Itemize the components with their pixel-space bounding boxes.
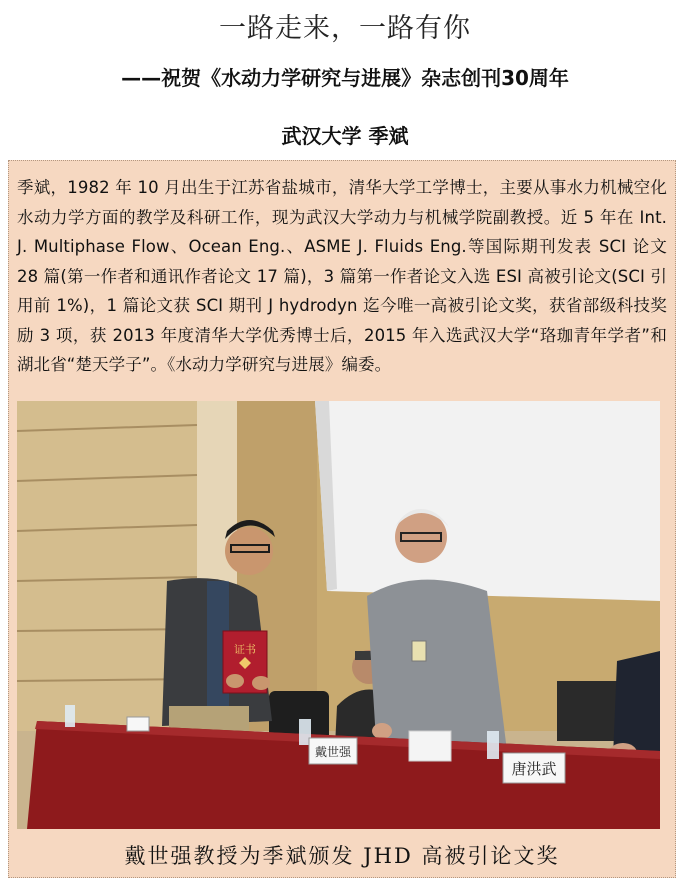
- award-photo: [17, 401, 660, 829]
- bio-paragraph: 季斌，1982 年 10 月出生于江苏省盐城市，清华大学工学博士，主要从事水力机械空化水动力学方面的教学及科研工作，现为武汉大学动力与机械学院副教授。近 5 年在 Int. J. Multiphase Flow、Ocean Eng.、ASME J. Fluids Eng.等国际期刊发表 SCI 论文 28 篇(第一作者和通讯作者论文 17 篇)，3 篇第一作者论文入选 ESI 高被引论文(SCI 引用前 1%)，1 篇论文获 SCI 期刊 J hydrodyn 迄今唯一高被引论文奖，获省部级科技奖励 3 项，获 2013 年度清华大学优秀博士后，2015 年入选武汉大学“珞珈青年学者”和湖北省“楚天学子”。《水动力学研究与进展》编委。: [17, 178, 667, 374]
- photo-caption: 戴世强教授为季斌颁发 JHD 高被引论文奖: [124, 844, 560, 868]
- certificate-label: 证书: [234, 643, 256, 656]
- article-subtitle: ——祝贺《水动力学研究与进展》杂志创刊30周年: [121, 66, 569, 90]
- nameplate-tang: 唐洪武: [511, 760, 557, 778]
- author-line: 武汉大学 季斌: [281, 124, 409, 148]
- article-title: 一路走来，一路有你: [219, 13, 471, 44]
- nameplate-dai: 戴世强: [314, 745, 352, 759]
- award-photo-illustration: [17, 401, 660, 829]
